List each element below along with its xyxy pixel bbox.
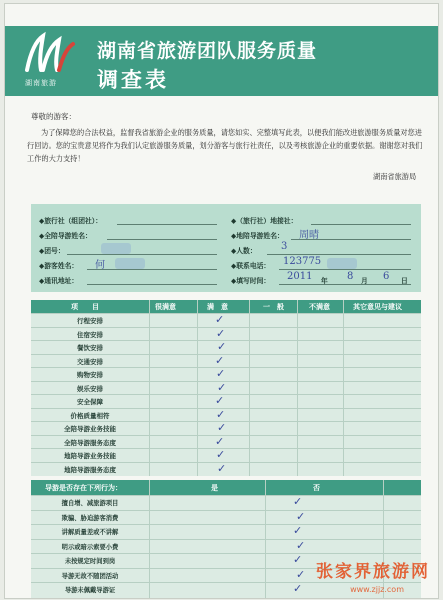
redacted-mark: [327, 258, 357, 269]
no-check-mark[interactable]: ✓: [296, 567, 306, 581]
travel-agency-field[interactable]: [117, 224, 217, 225]
issue-col-item: 导游是否存在下列行为：: [45, 484, 122, 492]
rating-row-label: 娱乐安排: [77, 384, 103, 393]
header-band: [5, 26, 438, 96]
address-label: ◆通讯地址：: [39, 277, 79, 285]
issue-row-label: 导游无故不随团活动: [61, 572, 119, 580]
form-subtitle: 调查表: [97, 68, 169, 92]
issue-row: [31, 539, 421, 553]
issue-table-header: [31, 480, 421, 495]
visitor-name-label: ◆游客姓名：: [39, 262, 79, 270]
rating-col-very-satisfied: 很满意: [155, 303, 176, 311]
rating-row-label: 交通安排: [77, 357, 103, 366]
rating-row: [31, 435, 421, 449]
service-rating-table: [31, 300, 421, 476]
date-day-unit: 日: [401, 277, 408, 285]
rating-row: [31, 394, 421, 408]
rating-col-comments: 其它意见与建议: [353, 303, 402, 311]
info-row-agency: [31, 212, 421, 227]
rating-table-header: [31, 300, 421, 313]
info-row-visitor: [31, 257, 421, 272]
rating-row: [31, 408, 421, 422]
tour-guide-label: ◆全陪导游姓名：: [39, 232, 92, 240]
info-row-guides: [31, 227, 421, 242]
date-field[interactable]: [279, 284, 411, 285]
letter-greeting: 尊敬的游客：: [31, 112, 76, 121]
satisfied-check-mark[interactable]: ✓: [215, 394, 225, 407]
phone-value: 123775: [283, 256, 322, 267]
tour-guide-field[interactable]: [107, 239, 217, 240]
info-row-address: [31, 272, 421, 287]
rating-row: [31, 340, 421, 354]
rating-row: [31, 327, 421, 341]
phone-label: ◆联系电话：: [231, 262, 271, 270]
address-field[interactable]: [87, 284, 217, 285]
satisfied-check-mark[interactable]: ✓: [216, 407, 226, 421]
date-label: ◆填写时间：: [231, 277, 271, 285]
local-guide-label: ◆地陪导游姓名：: [231, 232, 284, 240]
letter-signature: 湖南省旅游局: [373, 172, 417, 181]
no-check-mark[interactable]: ✓: [293, 524, 303, 537]
redacted-mark: [115, 258, 145, 269]
satisfied-check-mark[interactable]: ✓: [215, 353, 225, 367]
satisfied-check-mark[interactable]: ✓: [215, 313, 225, 326]
satisfied-check-mark[interactable]: ✓: [217, 461, 227, 475]
survey-page: [4, 3, 439, 599]
rating-row-label: 地陪导游服务态度: [64, 465, 116, 474]
letter-body: 为了保障您的合法权益，监督我省旅游企业的服务质量，请您如实、完整填写此表，以便我们能改进旅游服务质量对您进行回访。您的宝贵意见将作为我们认定旅游服务质量，划分游客与旅行社责任，以及考核旅游企业的重要依据。谢谢您对我们工作的大力支持！: [27, 128, 423, 163]
issue-row: [31, 495, 421, 509]
local-agency-label: ◆（旅行社）地接社：: [231, 217, 298, 225]
no-check-mark[interactable]: ✓: [293, 582, 303, 595]
rating-row: [31, 313, 421, 327]
people-value: 3: [281, 241, 288, 252]
phone-field[interactable]: [279, 269, 411, 270]
issue-col-no: 否: [313, 484, 320, 492]
people-field[interactable]: [267, 254, 411, 255]
group-no-label: ◆团号：: [39, 247, 65, 255]
no-check-mark[interactable]: ✓: [296, 538, 306, 552]
visitor-name-value: 何: [95, 260, 105, 271]
rating-row: [31, 367, 421, 381]
date-year-unit: 年: [321, 277, 328, 285]
issue-row: [31, 524, 421, 538]
no-check-mark[interactable]: ✓: [293, 553, 303, 566]
local-guide-value: 周晴: [299, 230, 319, 241]
issue-row: [31, 510, 421, 524]
rating-row-label: 购物安排: [77, 371, 103, 379]
satisfied-check-mark[interactable]: ✓: [217, 421, 227, 434]
satisfied-check-mark[interactable]: ✓: [216, 367, 226, 380]
logo-mark-icon: [21, 30, 77, 78]
rating-col-item: 项 目: [71, 303, 99, 311]
date-day-value: 6: [383, 271, 390, 282]
logo-text: 湖南旅游: [25, 79, 57, 87]
issue-row-label: 欺骗、胁迫游客消费: [61, 514, 119, 522]
issue-row-label: 擅自增、减旅游项目: [61, 500, 119, 507]
satisfied-check-mark[interactable]: ✓: [217, 340, 227, 353]
rating-row-label: 行程安排: [77, 317, 103, 325]
issue-row-label: 未按规定时间到岗: [64, 558, 116, 565]
group-no-field[interactable]: [67, 254, 217, 255]
no-check-mark[interactable]: ✓: [296, 509, 306, 523]
no-check-mark[interactable]: ✓: [293, 495, 303, 508]
rating-row: [31, 448, 421, 462]
visitor-name-field[interactable]: [87, 269, 217, 270]
satisfied-check-mark[interactable]: ✓: [215, 434, 225, 448]
info-row-group: [31, 242, 421, 257]
satisfied-check-mark[interactable]: ✓: [217, 380, 227, 394]
rating-row-label: 全陪导游业务技能: [64, 425, 116, 433]
rating-col-unsatisfied: 不满意: [309, 303, 330, 311]
rating-row-label: 地陪导游业务技能: [64, 452, 116, 460]
date-month-unit: 月: [361, 277, 368, 285]
rating-col-satisfied: 满 意: [207, 303, 228, 311]
rating-row-label: 住宿安排: [77, 330, 103, 339]
issue-row-label: 讲解质量差或不讲解: [61, 529, 119, 536]
rating-row-label: 餐饮安排: [77, 344, 103, 352]
date-month-value: 8: [347, 271, 354, 282]
rating-col-average: 一 般: [263, 303, 284, 311]
rating-row-label: 安全保障: [77, 398, 103, 406]
issue-col-yes: 是: [211, 484, 218, 492]
redacted-mark: [101, 243, 131, 254]
logo: [21, 30, 77, 92]
rating-row: [31, 354, 421, 368]
site-watermark: 张家界旅游网: [316, 562, 430, 582]
rating-row-label: 价格质量相符: [70, 411, 110, 420]
form-title: 湖南省旅游团队服务质量: [97, 40, 318, 62]
people-label: ◆人数：: [231, 247, 257, 255]
issue-row-label: 导游未佩戴导游证: [64, 587, 116, 594]
satisfied-check-mark[interactable]: ✓: [216, 326, 226, 340]
rating-row: [31, 381, 421, 395]
rating-row: [31, 421, 421, 435]
satisfied-check-mark[interactable]: ✓: [216, 448, 226, 461]
visitor-info-section: [31, 204, 421, 292]
issue-row-label: 明示或暗示索要小费: [61, 543, 119, 551]
date-year-value: 2011: [287, 271, 313, 282]
local-agency-field[interactable]: [311, 224, 411, 225]
travel-agency-label: ◆旅行社（组团社）：: [39, 217, 102, 225]
site-watermark-url: www.zjjz.com: [350, 585, 404, 594]
rating-row: [31, 462, 421, 476]
rating-row-label: 全陪导游服务态度: [64, 438, 116, 447]
